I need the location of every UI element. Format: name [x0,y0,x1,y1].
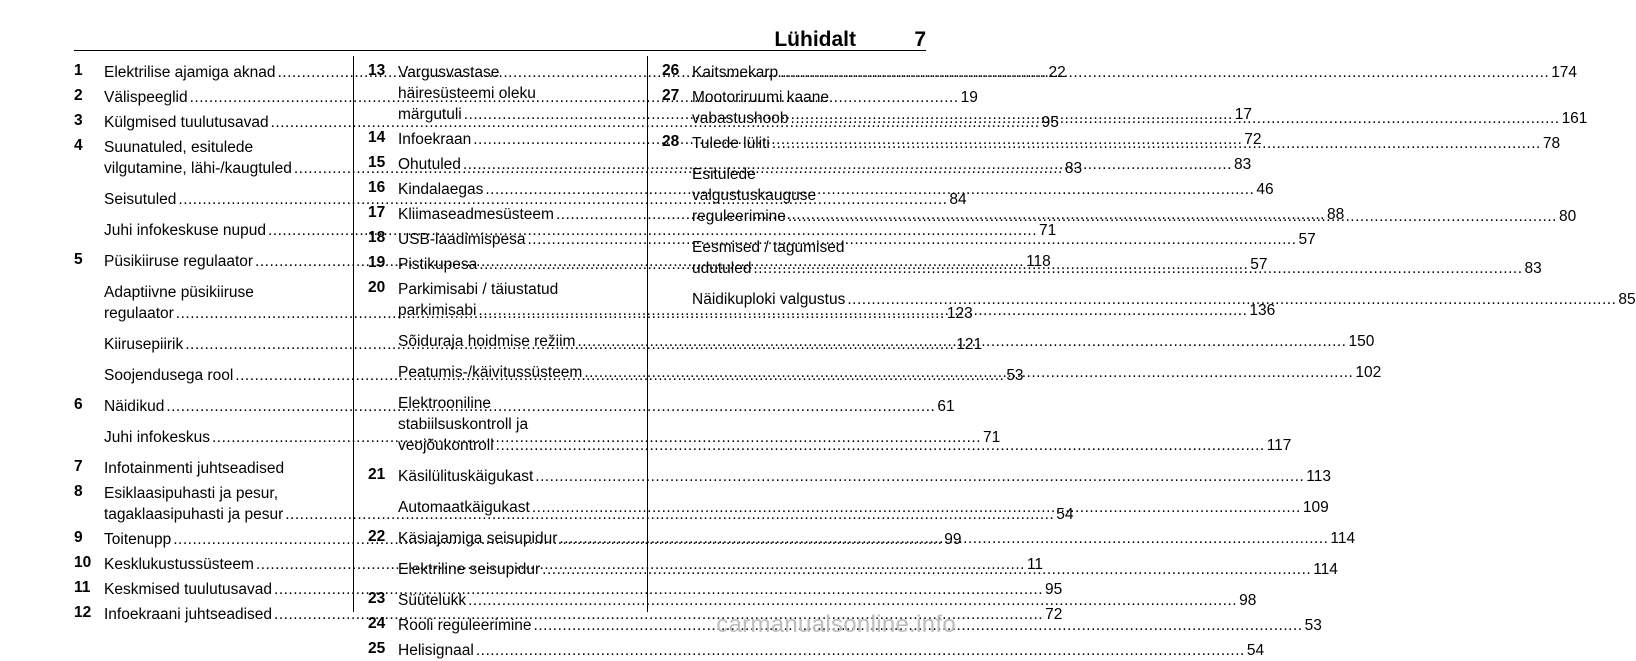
dot-leader [474,640,1247,661]
toc-entry-text: Süütelukk [398,592,467,609]
toc-entry-number: 23 [368,590,386,607]
toc-entry-text: Näidikud [104,398,165,415]
toc-entry-page: 95 [1045,581,1063,598]
toc-entry-text: regulaator [104,305,174,322]
toc-entry-text: vabastushoob [692,110,789,127]
page-header [74,22,926,52]
toc-entry-number: 13 [368,62,386,79]
toc-entry-page: 84 [949,191,967,208]
toc-entry-page: 46 [1256,181,1274,198]
toc-entry-page: 99 [944,531,962,548]
toc-entry-text: tagaklaasipuhasti ja pesur [104,506,284,523]
toc-entry-text: Ohutuled [398,156,461,173]
toc-entry-text: Parkimisabi / täiustatud [398,281,559,298]
toc-entry-text: Helisignaal [398,642,474,659]
dot-leader [494,435,1267,456]
toc-entry-number: 7 [74,458,83,475]
toc-entry-number: 12 [74,604,92,621]
toc-entry-text: Tulede lüliti [692,135,770,152]
dot-leader [575,331,1348,352]
dot-leader [533,466,1306,487]
dot-leader [778,62,1551,83]
toc-entry-text: Näidikuploki valgustus [692,291,846,308]
toc-entry-text: Keskmised tuulutusavad [104,581,273,598]
toc-entry-text: Soojendusega rool [104,367,234,384]
toc-entry-text: Automaatkäigukast [398,499,530,516]
toc-entry-text: Rooli reguleerimine [398,617,532,634]
toc-entry-text: Kiirusepiirik [104,336,184,353]
toc-entry-text: Kaitsmekarp [692,64,779,81]
toc-entry-number: 15 [368,154,386,171]
toc-entry-page: 53 [1304,617,1322,634]
toc-entry-text: Püsikiiruse regulaator [104,253,254,270]
toc-entry-page: 150 [1348,333,1375,350]
toc-entry-number: 27 [662,87,680,104]
toc-entry-page: 174 [1551,64,1578,81]
watermark: carmanualsonline.info [716,611,956,638]
toc-entry[interactable] [368,559,1338,580]
toc-entry-page: 83 [1233,156,1252,173]
toc-entry-text: Infotainmenti juhtseadised [104,460,285,477]
toc-entry-text: udutuled [692,260,752,277]
toc-entry-text: reguleerimine [692,208,786,225]
toc-entry-page: 71 [1039,222,1057,239]
toc-entry-text: Seisutuled [104,191,177,208]
toc-entry-page: 54 [1056,506,1074,523]
toc-entry-text: Juhi infokeskus [104,429,210,446]
toc-entry-page: 19 [960,89,978,106]
toc-entry-page: 83 [1064,160,1083,177]
toc-entry-number: 17 [368,204,386,221]
toc-entry-text: Käsilülituskäigukast [398,468,534,485]
toc-entry-page: 80 [1558,208,1577,225]
toc-entry-number: 10 [74,554,92,571]
toc-entry-number: 14 [368,129,386,146]
dot-leader [466,590,1239,611]
dot-leader [751,258,1524,279]
toc-entry-number: 5 [74,251,83,268]
toc-entry-number: 6 [74,396,83,413]
dot-leader [582,362,1355,383]
toc-entry-page: 118 [1026,253,1051,270]
toc-entry-text: Esitulede [692,166,756,183]
page-number: 7 [914,28,926,51]
toc-entry-page: 109 [1302,499,1329,516]
toc-entry-text: Välispeeglid [104,89,188,106]
dot-leader [845,289,1618,310]
toc-entry-text: Kliimaseadmesüsteem [398,206,554,223]
toc-entry-text: veojõukontroll [398,437,494,454]
toc-entry-number: 16 [368,179,386,196]
toc-entry-page: 114 [1330,530,1356,547]
toc-entry-page: 83 [1524,260,1542,277]
toc-entry-number: 19 [368,254,386,271]
toc-entry-text: USB-laadimispesa [398,231,526,248]
toc-entry-page: 78 [1542,135,1561,152]
dot-leader [786,206,1559,227]
toc-entry-page: 117 [1266,437,1292,454]
toc-entry-page: 161 [1561,110,1588,127]
toc-entry-number: 18 [368,229,386,246]
toc-entry-text: Pistikupesa [398,256,478,273]
toc-entry-text: Infoekraani juhtseadised [104,606,273,623]
toc-entry-number: 22 [368,528,386,545]
toc-entry-number: 24 [368,615,386,632]
toc-entry-text: Juhi infokeskuse nupud [104,222,267,239]
toc-entry-page: 17 [1234,106,1253,123]
toc-entry-text: Mootoriruumi kaane [692,89,829,106]
toc-entry-page: 98 [1239,592,1257,609]
toc-entry[interactable] [368,466,1332,487]
toc-entry-page: 121 [956,336,983,353]
toc-entry[interactable] [368,590,1257,611]
toc-entry-page: 61 [937,398,955,415]
toc-entry-text: Käsiajamiga seisupidur [398,530,558,547]
toc-entry-number: 9 [74,529,83,546]
dot-leader [789,108,1562,129]
toc-entry-text: märgutuli [398,106,462,123]
toc-entry-text: Adaptiivne püsikiiruse [104,284,254,301]
toc-entry-page: 53 [1006,367,1024,384]
toc-entry-page: 22 [1048,64,1066,81]
toc-entry-page: 71 [983,429,1001,446]
toc-entry-text: vilgutamine, lähi-/kaugtuled [104,160,292,177]
dot-leader [530,497,1303,518]
toc-entry-page: 95 [1041,114,1059,131]
toc-entry-number: 20 [368,279,386,296]
toc-entry-number: 3 [74,112,83,129]
toc-entry-text: Kindalaegas [398,181,484,198]
toc-entry-text: Peatumis-/käivitussüsteem [398,364,583,381]
toc-entry-number: 26 [662,62,680,79]
toc-entry-page: 136 [1249,302,1276,319]
header-divider [74,50,926,51]
toc-entry-page: 113 [1306,468,1332,485]
toc-entry-page: 72 [1045,606,1063,623]
toc-entry-page: 114 [1313,561,1338,578]
toc-entry-number: 28 [662,133,680,150]
toc-entry-text: Infoekraan [398,131,472,148]
toc-entry-text: Suunatuled, esitulede [104,139,254,156]
toc-entry[interactable] [662,289,1636,310]
dot-leader [770,133,1543,154]
toc-entry-number: 8 [74,483,83,500]
toc-entry-page: 54 [1246,642,1265,659]
toc-entry-text: valgustuskauguse [692,187,817,204]
toc-entry-number: 4 [74,137,83,154]
toc-entry-text: Elektrilise ajamiga aknad [104,64,276,81]
toc-entry-page: 88 [1326,206,1345,223]
toc-entry-text: Elektrooniline [398,395,492,412]
toc-entry-page: 57 [1250,256,1268,273]
toc-entry[interactable] [74,458,339,479]
toc-entry-page: 123 [946,305,973,322]
toc-entry-text: stabiilsuskontroll ja [398,416,529,433]
toc-entry-page: 11 [1026,556,1044,573]
toc-entry-page: 57 [1298,231,1316,248]
toc-entry-page: 102 [1355,364,1382,381]
toc-entry-text: Külgmised tuulutusavad [104,114,269,131]
toc-entry-page: 85 [1618,291,1636,308]
toc-entry-number: 11 [74,579,91,596]
toc-entry-text: häiresüsteemi oleku [398,85,536,102]
toc-entry-number: 21 [368,466,386,483]
toc-entry-text: Esiklaasipuhasti ja pesur, [104,485,279,502]
dot-leader [540,559,1313,580]
toc-entry-text: Toitenupp [104,531,172,548]
toc-entry-text: Elektriline seisupidur [398,561,541,578]
toc-entry-number: 2 [74,87,83,104]
toc-entry[interactable] [368,640,1265,661]
toc-entry-number: 1 [74,62,83,79]
toc-entry-text: parkimisabi [398,302,477,319]
section-title: Lühidalt [774,28,856,51]
toc-entry-text: Eesmised / tagumised [692,239,845,256]
toc-entry-page: 72 [1244,131,1262,148]
dot-leader [557,528,1330,549]
toc-entry-number: 25 [368,640,386,657]
toc-entry-text: Vargusvastase [398,64,500,81]
toc-entry-text: Kesklukustussüsteem [104,556,254,573]
toc-entry-text: Sõiduraja hoidmise režiim [398,333,576,350]
